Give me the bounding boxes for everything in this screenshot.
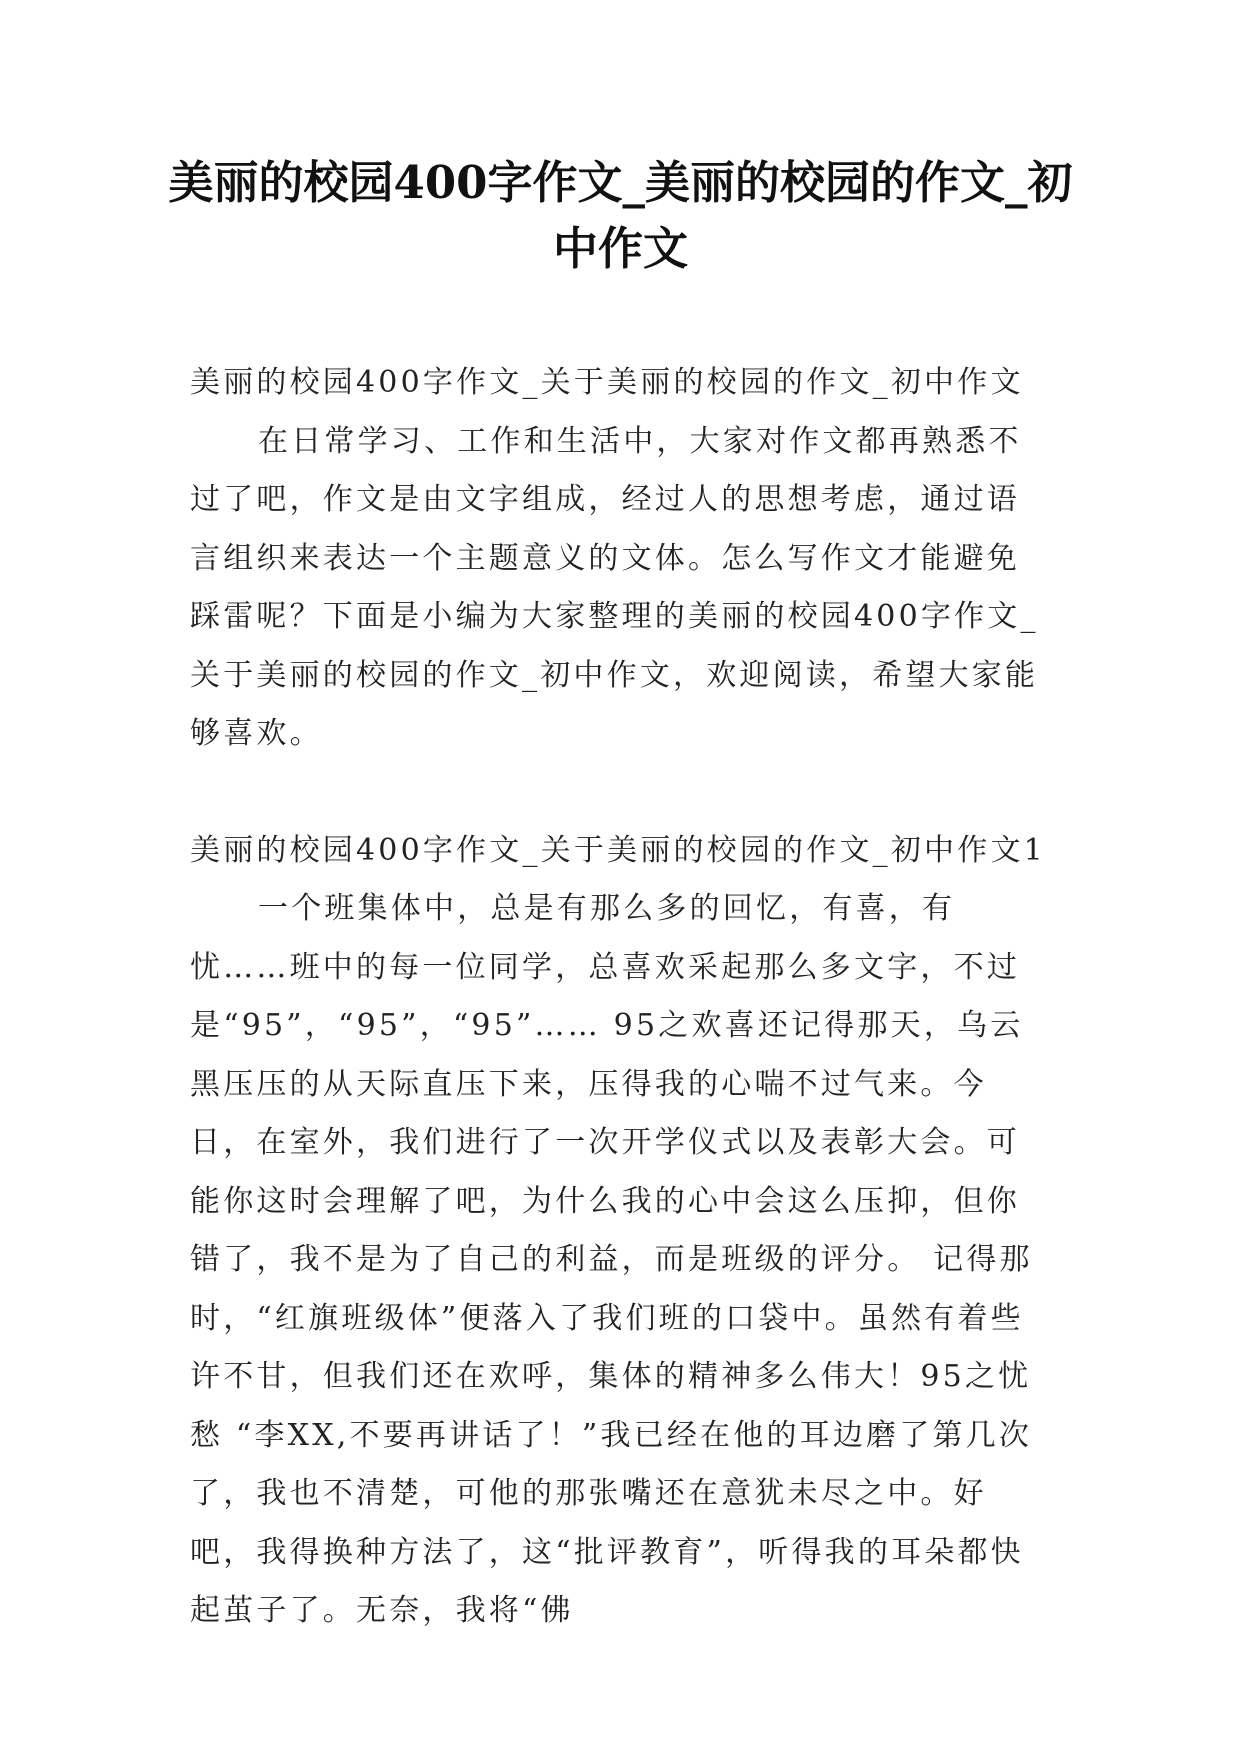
document-title: 美丽的校园400字作文_美丽的校园的作文_初中作文: [168, 156, 1073, 275]
section-paragraph: 在日常学习、工作和生活中，大家对作文都再熟悉不过了吧，作文是由文字组成，经过人的思想考虑，通过语言组织来表达一个主题意义的文体。怎么写作文才能避免踩雷呢？下面是小编为大家整理的美丽的校园400字作文_关于美丽的校园的作文_初中作文，欢迎阅读，希望大家能够喜欢。: [190, 423, 1039, 751]
section-heading: 美丽的校园400字作文_关于美丽的校园的作文_初中作文1: [190, 832, 1046, 868]
document-body: [190, 354, 1052, 1641]
paragraph-spacer: [190, 764, 1052, 822]
section-heading: 美丽的校园400字作文_关于美丽的校园的作文_初中作文: [190, 365, 1024, 400]
section-paragraph: 一个班集体中，总是有那么多的回忆，有喜，有忧……班中的每一位同学，总喜欢采起那么多文字，不过是“95”，“95”，“95”…… 95之欢喜还记得那天，乌云黑压压的从天际直压下来，压得我的心喘不过气来。今日，在室外，我们进行了一次开学仪式以及表彰大会。可能你这时会理解了吧，为什么我的心中会这么压抑，但你错了，我不是为了自己的利益，而是班级的评分。 记得那时，“红旗班级体”便落入了我们班的口袋中。虽然有着些许不甘，但我们还在欢呼，集体的精神多么伟大！95之忧愁 “李XX,不要再讲话了！”我已经在他的耳边磨了第几次了，我也不清楚，可他的那张嘴还在意犹未尽之中。好吧，我得换种方法了，这“批评教育”，听得我的耳朵都快起茧子了。无奈，我将“佛: [190, 891, 1033, 1628]
